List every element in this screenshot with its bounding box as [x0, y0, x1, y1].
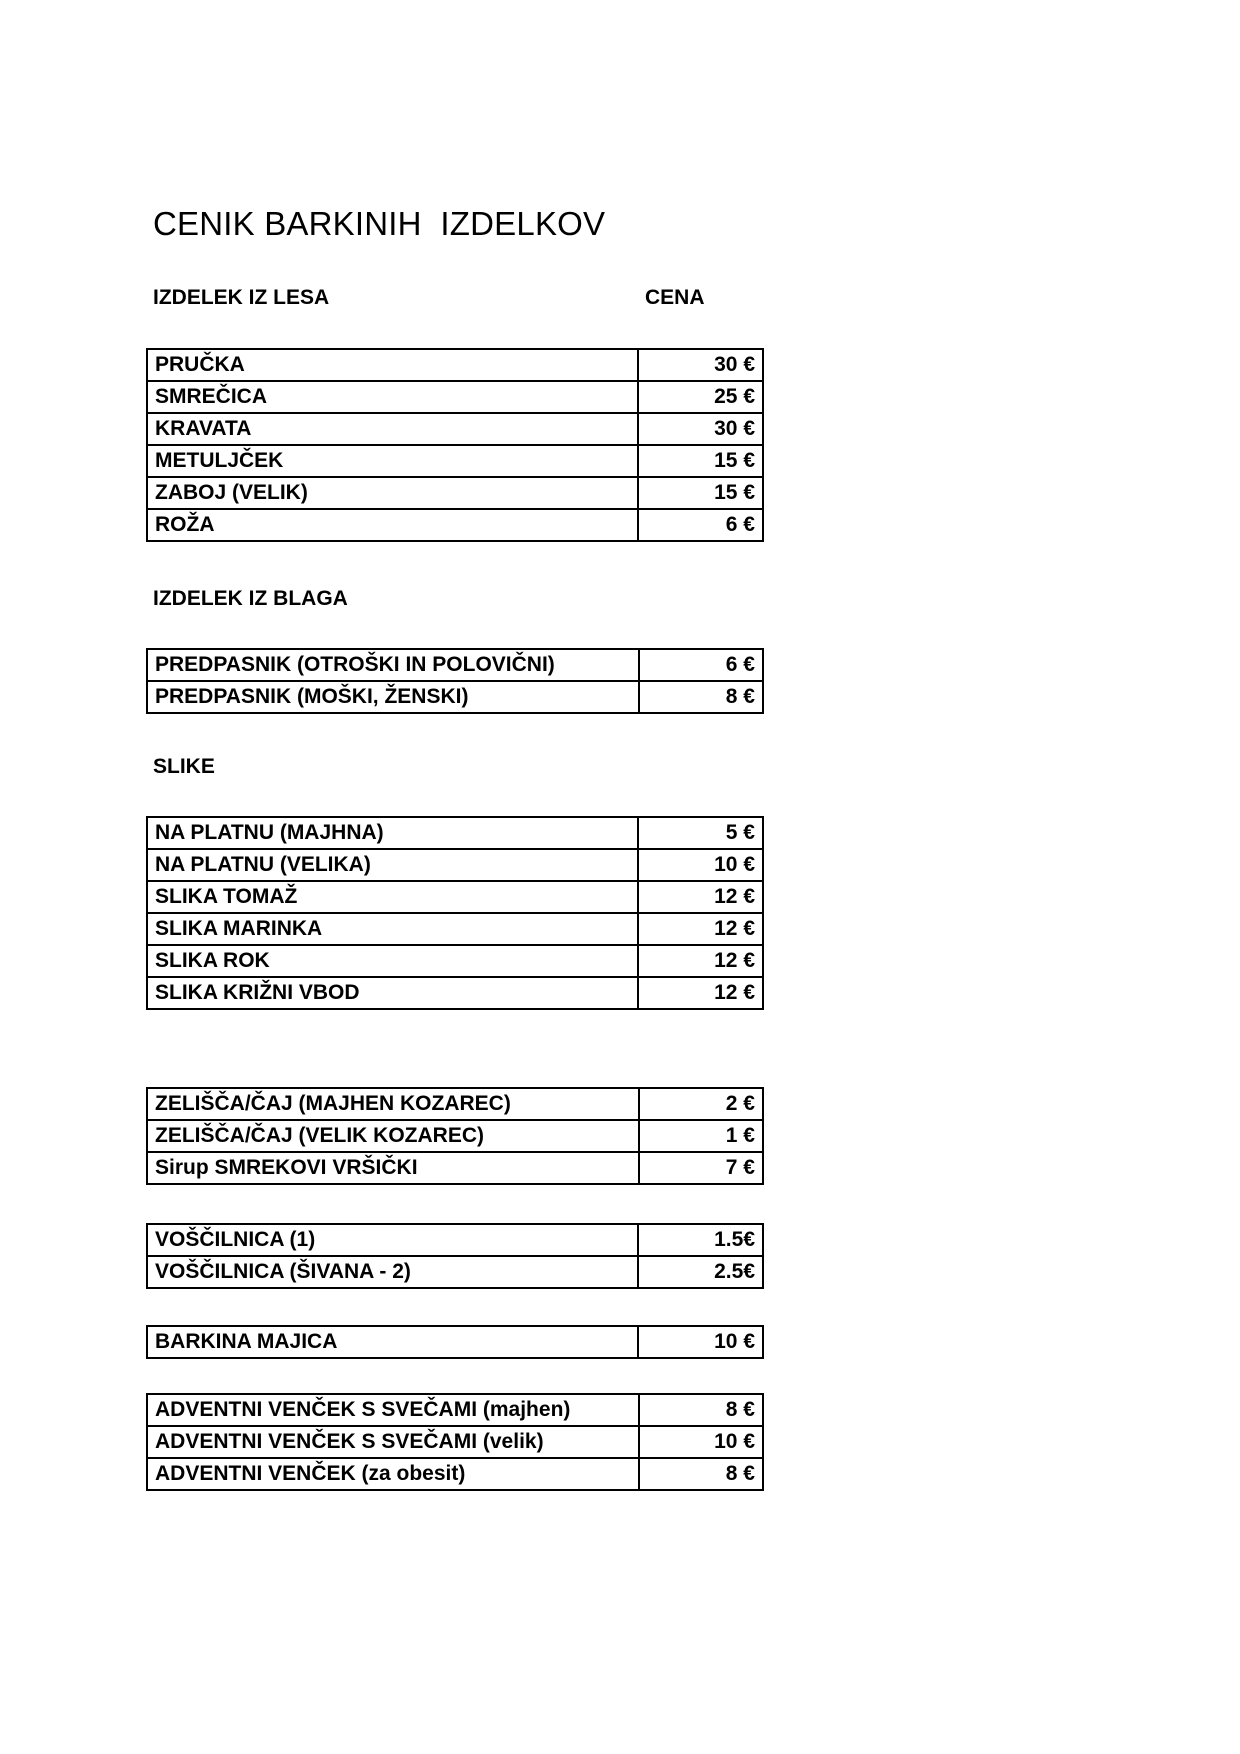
- column-header-price: CENA: [645, 286, 705, 309]
- product-price: 2.5€: [638, 1256, 763, 1288]
- product-price: 8 €: [639, 1458, 763, 1490]
- product-price: 12 €: [638, 913, 763, 945]
- product-price: 8 €: [639, 681, 763, 713]
- product-name: SMREČICA: [147, 381, 638, 413]
- product-price: 1 €: [639, 1120, 763, 1152]
- product-name: VOŠČILNICA (ŠIVANA - 2): [147, 1256, 638, 1288]
- paintings-table: [146, 816, 764, 1010]
- table-row: [147, 1326, 763, 1358]
- product-price: 30 €: [638, 349, 763, 381]
- table-row: [147, 1224, 763, 1256]
- product-price: 15 €: [638, 477, 763, 509]
- table-row: [147, 681, 763, 713]
- product-price: 7 €: [639, 1152, 763, 1184]
- product-name: SLIKA KRIŽNI VBOD: [147, 977, 638, 1009]
- section-heading-paintings: SLIKE: [153, 755, 215, 778]
- table-row: [147, 649, 763, 681]
- product-price: 12 €: [638, 881, 763, 913]
- product-name: ROŽA: [147, 509, 638, 541]
- product-name: NA PLATNU (MAJHNA): [147, 817, 638, 849]
- table-row: [147, 1394, 763, 1426]
- table-row: [147, 977, 763, 1009]
- wood-products-table: [146, 348, 764, 542]
- product-name: VOŠČILNICA (1): [147, 1224, 638, 1256]
- product-price: 8 €: [639, 1394, 763, 1426]
- table-row: [147, 445, 763, 477]
- herbs-table: [146, 1087, 764, 1185]
- advent-wreaths-table: [146, 1393, 764, 1491]
- page-title: CENIK BARKINIH IZDELKOV: [153, 205, 606, 242]
- table-row: [147, 881, 763, 913]
- product-name: METULJČEK: [147, 445, 638, 477]
- product-name: ADVENTNI VENČEK (za obesit): [147, 1458, 639, 1490]
- product-name: SLIKA ROK: [147, 945, 638, 977]
- product-price: 6 €: [639, 649, 763, 681]
- product-name: ZELIŠČA/ČAJ (MAJHEN KOZAREC): [147, 1088, 639, 1120]
- product-name: PRUČKA: [147, 349, 638, 381]
- table-row: [147, 849, 763, 881]
- product-name: SLIKA TOMAŽ: [147, 881, 638, 913]
- product-price: 10 €: [638, 849, 763, 881]
- fabric-products-table: [146, 648, 764, 714]
- product-price: 12 €: [638, 945, 763, 977]
- table-row: [147, 913, 763, 945]
- table-row: [147, 349, 763, 381]
- product-price: 5 €: [638, 817, 763, 849]
- product-name: BARKINA MAJICA: [147, 1326, 638, 1358]
- table-row: [147, 1120, 763, 1152]
- product-price: 2 €: [639, 1088, 763, 1120]
- product-price: 6 €: [638, 509, 763, 541]
- product-name: KRAVATA: [147, 413, 638, 445]
- table-row: [147, 1458, 763, 1490]
- table-row: [147, 509, 763, 541]
- table-row: [147, 1426, 763, 1458]
- product-price: 12 €: [638, 977, 763, 1009]
- table-row: [147, 477, 763, 509]
- product-name: ZELIŠČA/ČAJ (VELIK KOZAREC): [147, 1120, 639, 1152]
- product-price: 30 €: [638, 413, 763, 445]
- product-name: Sirup SMREKOVI VRŠIČKI: [147, 1152, 639, 1184]
- product-name: ADVENTNI VENČEK S SVEČAMI (velik): [147, 1426, 639, 1458]
- product-price: 1.5€: [638, 1224, 763, 1256]
- product-name: NA PLATNU (VELIKA): [147, 849, 638, 881]
- table-row: [147, 1088, 763, 1120]
- greeting-cards-table: [146, 1223, 764, 1289]
- product-name: ZABOJ (VELIK): [147, 477, 638, 509]
- table-row: [147, 1152, 763, 1184]
- table-row: [147, 1256, 763, 1288]
- table-row: [147, 945, 763, 977]
- product-name: PREDPASNIK (MOŠKI, ŽENSKI): [147, 681, 639, 713]
- product-price: 15 €: [638, 445, 763, 477]
- product-price: 10 €: [638, 1326, 763, 1358]
- table-row: [147, 413, 763, 445]
- product-price: 10 €: [639, 1426, 763, 1458]
- product-name: PREDPASNIK (OTROŠKI IN POLOVIČNI): [147, 649, 639, 681]
- product-name: SLIKA MARINKA: [147, 913, 638, 945]
- column-header-product: IZDELEK IZ LESA: [153, 286, 330, 309]
- product-price: 25 €: [638, 381, 763, 413]
- section-heading-fabric: IZDELEK IZ BLAGA: [153, 587, 348, 610]
- table-row: [147, 381, 763, 413]
- tshirt-table: [146, 1325, 764, 1359]
- product-name: ADVENTNI VENČEK S SVEČAMI (majhen): [147, 1394, 639, 1426]
- table-row: [147, 817, 763, 849]
